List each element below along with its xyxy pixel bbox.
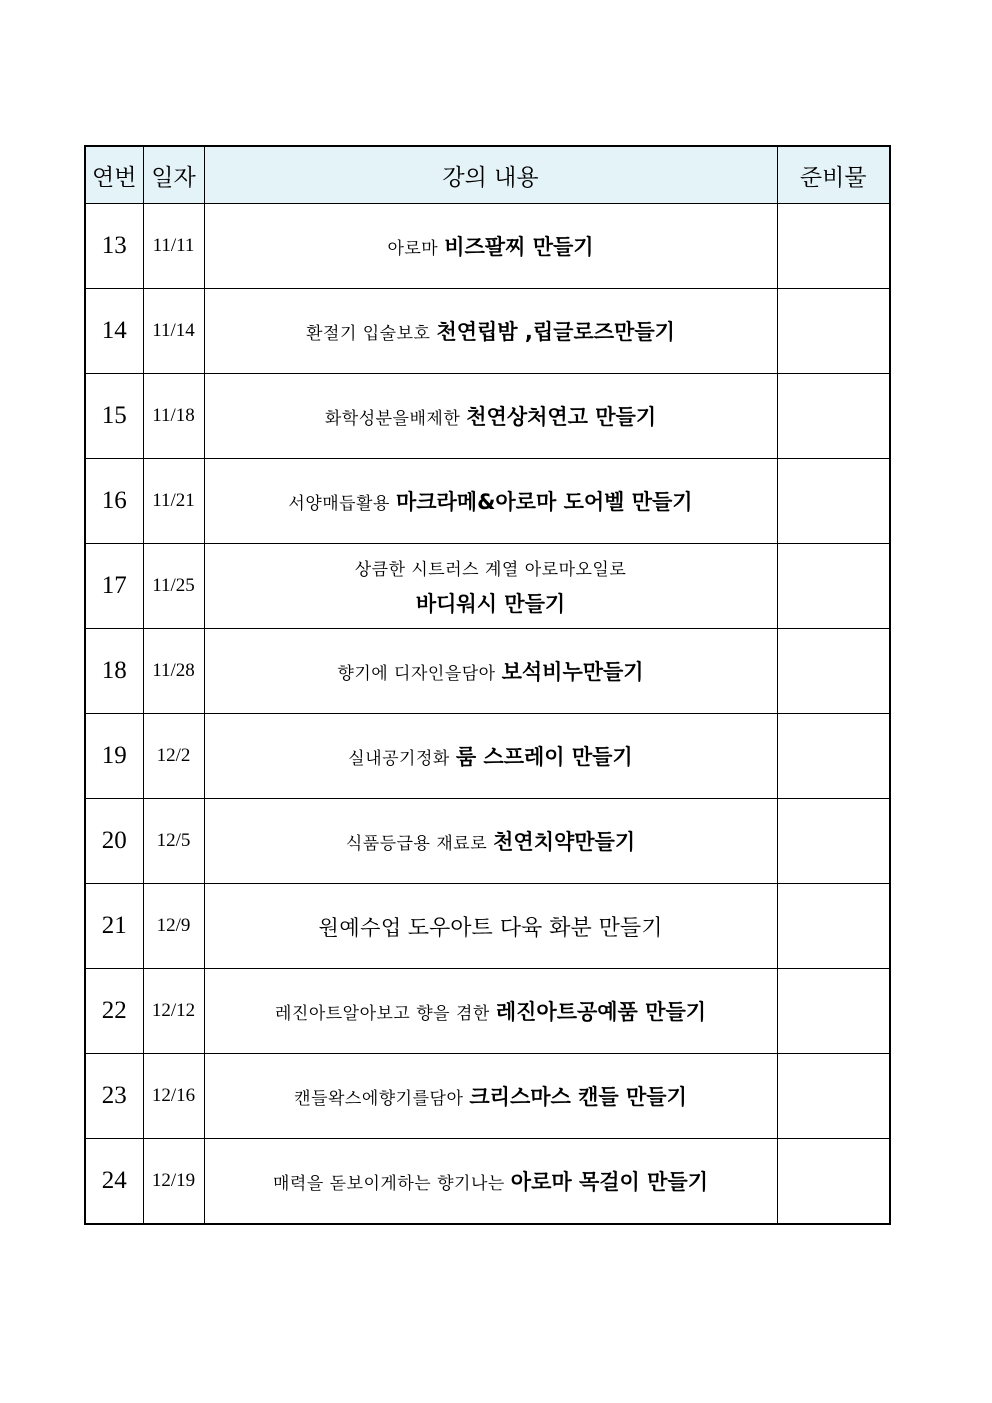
row-no: 22 [85,969,143,1054]
table-row [85,629,890,714]
row-materials [777,969,890,1054]
content-intro: 식품등급용 재료로 [345,834,488,854]
content-intro: 아로마 [387,239,439,259]
row-materials [777,1139,890,1225]
row-date: 12/19 [143,1139,204,1225]
content-intro: 상큼한 시트러스 계열 아로마오일로 [354,559,627,580]
row-content [204,459,777,544]
content-intro: 화학성분을배제한 [324,409,461,429]
row-materials [777,374,890,459]
row-materials [777,1054,890,1139]
row-no: 18 [85,629,143,714]
content-intro: 레진아트알아보고 향을 겸한 [274,1004,490,1024]
table-row [85,714,890,799]
content-title: 아로마 목걸이 만들기 [510,1170,708,1194]
row-content [204,544,777,629]
content-intro: 매력을 돋보이게하는 향기나는 [273,1174,505,1194]
content-intro: 원예수업 [318,915,402,940]
header-no: 연번 [85,146,143,204]
row-no: 15 [85,374,143,459]
row-content [204,1139,777,1225]
header-date: 일자 [143,146,204,204]
table-row [85,1139,890,1225]
table-row [85,459,890,544]
row-materials [777,884,890,969]
row-content [204,884,777,969]
row-materials [777,204,890,289]
row-no: 16 [85,459,143,544]
row-content [204,289,777,374]
row-date: 11/28 [143,629,204,714]
row-date: 12/2 [143,714,204,799]
row-content [204,969,777,1054]
row-date: 11/11 [143,204,204,289]
content-title: 룸 스프레이 만들기 [455,745,633,769]
header-row [85,146,890,204]
row-content [204,1054,777,1139]
content-intro: 캔들왁스에향기를담아 [294,1089,464,1109]
row-content [204,799,777,884]
row-materials [777,544,890,629]
table-row [85,289,890,374]
header-materials: 준비물 [777,146,890,204]
content-title: 천연치약만들기 [493,830,636,854]
row-date: 12/5 [143,799,204,884]
row-content [204,374,777,459]
content-title: 크리스마스 캔들 만들기 [469,1085,687,1109]
content-title: 보석비누만들기 [501,660,644,684]
row-no: 21 [85,884,143,969]
content-title: 천연립밤 ,립글로즈만들기 [436,320,675,344]
row-content [204,629,777,714]
content-title: 비즈팔찌 만들기 [444,235,594,259]
content-title: 레진아트공예품 만들기 [495,1000,707,1024]
row-date: 12/9 [143,884,204,969]
content-title: 도우아트 다육 화분 만들기 [407,915,663,941]
table-row [85,204,890,289]
table-row [85,969,890,1054]
row-content [204,204,777,289]
row-date: 12/16 [143,1054,204,1139]
row-date: 11/25 [143,544,204,629]
table-row [85,544,890,629]
row-no: 14 [85,289,143,374]
row-no: 20 [85,799,143,884]
row-date: 12/12 [143,969,204,1054]
row-no: 24 [85,1139,143,1225]
row-materials [777,799,890,884]
content-intro: 서양매듭활용 [288,494,390,514]
content-intro: 향기에 디자인을담아 [337,664,496,684]
table-row [85,799,890,884]
row-content [204,714,777,799]
row-no: 23 [85,1054,143,1139]
row-no: 17 [85,544,143,629]
row-materials [777,289,890,374]
header-content: 강의 내용 [204,146,777,204]
content-intro: 실내공기정화 [348,749,450,769]
row-materials [777,629,890,714]
row-no: 13 [85,204,143,289]
row-materials [777,459,890,544]
row-date: 11/14 [143,289,204,374]
row-materials [777,714,890,799]
lecture-schedule-table [84,145,891,1225]
table-row [85,884,890,969]
content-intro: 환절기 입술보호 [306,324,431,344]
row-date: 11/21 [143,459,204,544]
table-row [85,374,890,459]
row-date: 11/18 [143,374,204,459]
table-row [85,1054,890,1139]
content-title: 마크라메&아로마 도어벨 만들기 [395,490,693,514]
row-no: 19 [85,714,143,799]
content-title: 바디워시 만들기 [415,591,566,616]
content-title: 천연상처연고 만들기 [466,405,657,429]
